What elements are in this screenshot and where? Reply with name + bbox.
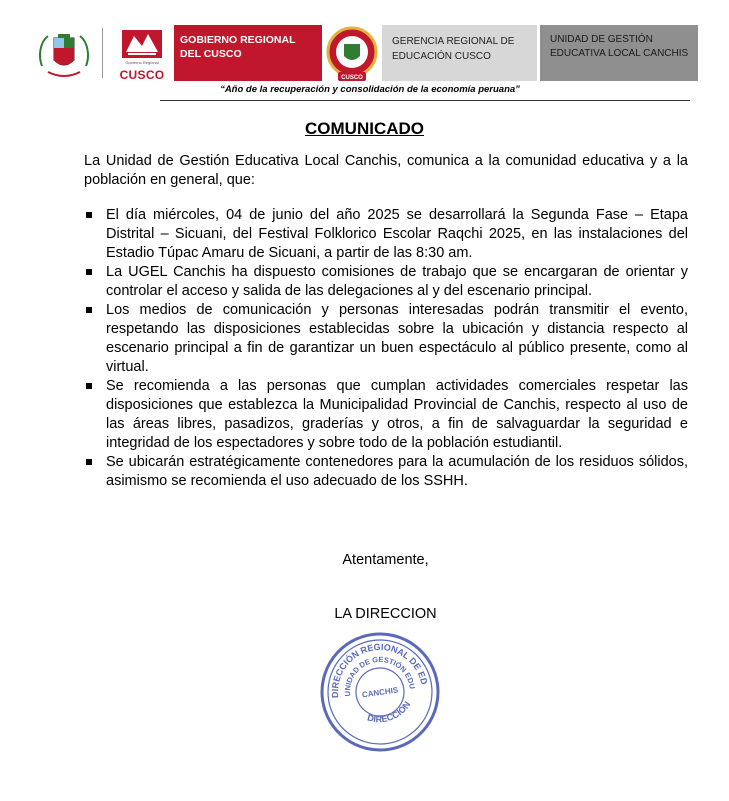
bullet-item — [84, 301, 688, 377]
seal-bottom-text — [364, 698, 415, 726]
bullet-item — [84, 206, 688, 263]
header-rule — [160, 100, 690, 101]
header-divider — [102, 28, 103, 78]
bullet-text: Se recomienda a las personas que cumplan actividades comerciales respetar las disposiciones que establezca la Municipalidad Provincial de Canchis, respecto al uso de las áreas libres, pasadizos, graderías y otros, a fin de salvaguardar la seguridad e integridad de los espectadores y sobre todo de la población estudiantil. — [106, 378, 688, 451]
intro-paragraph: La Unidad de Gestión Educativa Local Canchis, comunica a la comunidad educativa y a la población en general, que: — [84, 153, 688, 188]
box-red-line1: GOBIERNO REGIONAL — [180, 34, 296, 46]
cusco-logo-subtext: Gobierno Regional — [125, 60, 159, 65]
square-bullet-icon — [86, 269, 92, 275]
letterhead — [28, 22, 698, 84]
bullet-text: Los medios de comunicación y personas interesadas podrán transmitir el evento, respetando las disposiciones establecidas sobre la ubicación y distancia respecto al escenario principal a fin de garantizar un buen espectáculo al público presente, como al virtual. — [106, 302, 688, 375]
bullet-item — [84, 453, 688, 491]
bullet-list — [84, 206, 688, 491]
bullet-text: Se ubicarán estratégicamente contenedores para la acumulación de los residuos sólidos, asimismo se recomienda el uso adecuado de los SSHH. — [106, 454, 688, 489]
box-red-line2: DEL CUSCO — [180, 48, 242, 60]
box-gray1-line2: EDUCACIÓN CUSCO — [392, 51, 491, 62]
box-gray2-line2: EDUCATIVA LOCAL CANCHIS — [550, 48, 689, 59]
cusco-logo-text: CUSCO — [119, 68, 165, 82]
official-seal-stamp-icon — [316, 628, 444, 756]
square-bullet-icon — [86, 459, 92, 465]
box-gray1-line1: GERENCIA REGIONAL DE — [392, 36, 515, 47]
signature-name: LA DIRECCION — [334, 606, 437, 622]
bullet-item — [84, 377, 688, 453]
document-title: COMUNICADO — [305, 119, 424, 138]
gre-emblem-label: CUSCO — [341, 75, 363, 81]
gobierno-regional-box — [174, 25, 322, 81]
seal-inner-textpath: UNIDAD DE GESTIÓN EDUCATIVA — [342, 654, 417, 697]
gerencia-education-emblem-icon — [326, 26, 378, 82]
square-bullet-icon — [86, 212, 92, 218]
seal-outer-textpath: DIRECCIÓN REGIONAL DE EDUCACIÓN — [329, 641, 430, 699]
bullet-text: La UGEL Canchis ha dispuesto comisiones de trabajo que se encargaran de orientar y controlar el acceso y salida de las delegaciones al y del escenario principal. — [106, 264, 688, 299]
bullet-item — [84, 263, 688, 301]
gerencia-regional-box — [382, 25, 537, 81]
year-motto: “Año de la recuperación y consolidación de la economía peruana” — [220, 84, 520, 95]
bullet-text: El día miércoles, 04 de junio del año 2025 se desarrollará la Segunda Fase – Etapa Distrital – Sicuani, del Festival Folklorico Escolar Raqchi 2025, en las instalaciones del Estadio Túpac Amaru de Sicuani, a partir de las 8:30 am. — [106, 207, 688, 261]
peru-coat-of-arms-icon — [36, 26, 92, 82]
square-bullet-icon — [86, 383, 92, 389]
closing-salutation: Atentamente, — [342, 552, 429, 568]
square-bullet-icon — [86, 307, 92, 313]
box-gray2-line1: UNIDAD DE GESTIÓN — [550, 34, 653, 45]
ugel-canchis-box — [540, 25, 698, 81]
seal-center-text: CANCHIS — [361, 685, 399, 700]
seal-bottom-textpath: DIRECCIÓN — [366, 699, 413, 725]
